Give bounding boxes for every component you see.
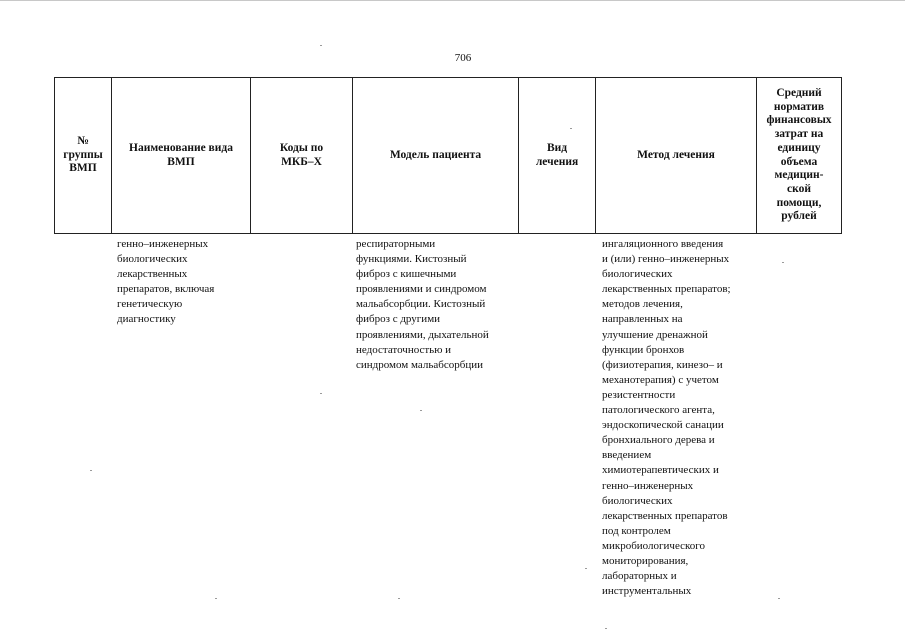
cell-line: микробиологического: [602, 539, 706, 552]
cell-line: функциями. Кистозный: [356, 253, 467, 266]
header-text: медицин-: [774, 169, 824, 182]
scan-speck: [782, 262, 784, 263]
cell-line: препаратов, включая: [117, 283, 215, 296]
header-treatment-method: [596, 78, 757, 234]
cell-line: методов лечения,: [602, 298, 683, 311]
scan-speck: [570, 128, 572, 129]
scan-speck: [585, 568, 587, 569]
header-text: Наименование вида: [129, 142, 233, 154]
cell-line: мальабсорбции. Кистозный: [356, 298, 486, 311]
header-average-cost: [757, 78, 842, 234]
cell-line: химиотерапевтических и: [602, 464, 719, 477]
header-text: ской: [787, 182, 811, 195]
header-group-number: [55, 78, 112, 234]
cell-line: эндоскопической санации: [602, 419, 724, 432]
cell-line: лекарственных препаратов: [602, 509, 728, 522]
header-text: Средний: [776, 86, 822, 99]
cell-line: улучшение дренажной: [602, 328, 708, 341]
scan-speck: [605, 628, 607, 629]
header-vmp-name: [112, 78, 251, 234]
cell-line: направленных на: [602, 313, 683, 326]
header-patient-model: [353, 78, 519, 234]
table-header: [54, 77, 842, 234]
scan-speck: [398, 598, 400, 599]
cell-line: проявлениями, дыхательной: [356, 328, 489, 341]
header-text: лечения: [535, 155, 579, 168]
scan-speck: [320, 393, 322, 394]
scan-speck: [215, 598, 217, 599]
cell-line: лабораторных и: [602, 570, 677, 583]
cell-line: бронхиального дерева и: [602, 434, 715, 447]
scan-speck: [320, 45, 322, 46]
header-text: финансовых: [766, 114, 832, 127]
header-text: Метод лечения: [637, 148, 715, 161]
cell-line: резистентности: [602, 388, 676, 401]
header-text: затрат на: [774, 128, 824, 141]
cell-line: ингаляционного введения: [602, 238, 724, 250]
cell-line: под контролем: [602, 524, 671, 537]
cell-line: генетическую: [117, 298, 183, 311]
header-text: МКБ–Х: [281, 155, 322, 168]
scan-speck: [420, 410, 422, 411]
cell-line: патологического агента,: [602, 404, 715, 417]
cell-line: лекарственных: [117, 268, 188, 281]
header-text: Коды по: [279, 142, 324, 154]
cell-line: диагностику: [117, 313, 176, 326]
cell-line: биологических: [117, 253, 188, 266]
cell-line: механотерапия) с учетом: [602, 373, 719, 386]
treatment-method-cell: [602, 237, 731, 599]
cell-line: введением: [602, 449, 652, 462]
header-text: единицу: [777, 141, 821, 154]
header-icd-codes: [251, 78, 353, 234]
scan-top-edge: [0, 0, 905, 1]
header-text: ВМП: [69, 162, 97, 175]
header-text: группы: [63, 148, 103, 161]
cell-line: генно–инженерных: [117, 238, 209, 250]
cell-line: генно–инженерных: [602, 479, 694, 492]
cell-line: инструментальных: [602, 585, 692, 598]
cell-line: и (или) генно–инженерных: [602, 253, 730, 266]
cell-line: (физиотерапия, кинезо– и: [602, 358, 723, 371]
header-text: Вид: [546, 142, 568, 154]
cell-line: мониторирования,: [602, 554, 689, 567]
header-text: №: [77, 135, 89, 148]
header-text: объема: [780, 155, 818, 168]
scan-speck: [90, 470, 92, 471]
header-text: помощи,: [776, 196, 822, 209]
cell-line: недостаточностью и: [356, 343, 452, 356]
cell-line: синдромом мальабсорбции: [356, 358, 483, 371]
header-text: ВМП: [167, 155, 195, 168]
header-treatment-type: [519, 78, 596, 234]
cell-line: фиброз с другими: [356, 313, 441, 326]
header-text: рублей: [781, 210, 817, 223]
header-text: норматив: [773, 100, 825, 113]
cell-line: респираторными: [356, 238, 436, 250]
cell-line: проявлениями и синдромом: [356, 283, 487, 296]
patient-model-cell: [356, 237, 489, 373]
vmp-name-cell: [117, 237, 214, 328]
header-text: Модель пациента: [389, 148, 482, 161]
scan-speck: [778, 598, 780, 599]
cell-line: фиброз с кишечными: [356, 268, 457, 281]
cell-line: биологических: [602, 494, 673, 507]
page-number: 706: [454, 52, 472, 64]
cell-line: лекарственных препаратов;: [602, 283, 731, 296]
cell-line: функции бронхов: [602, 343, 685, 356]
cell-line: биологических: [602, 268, 673, 281]
